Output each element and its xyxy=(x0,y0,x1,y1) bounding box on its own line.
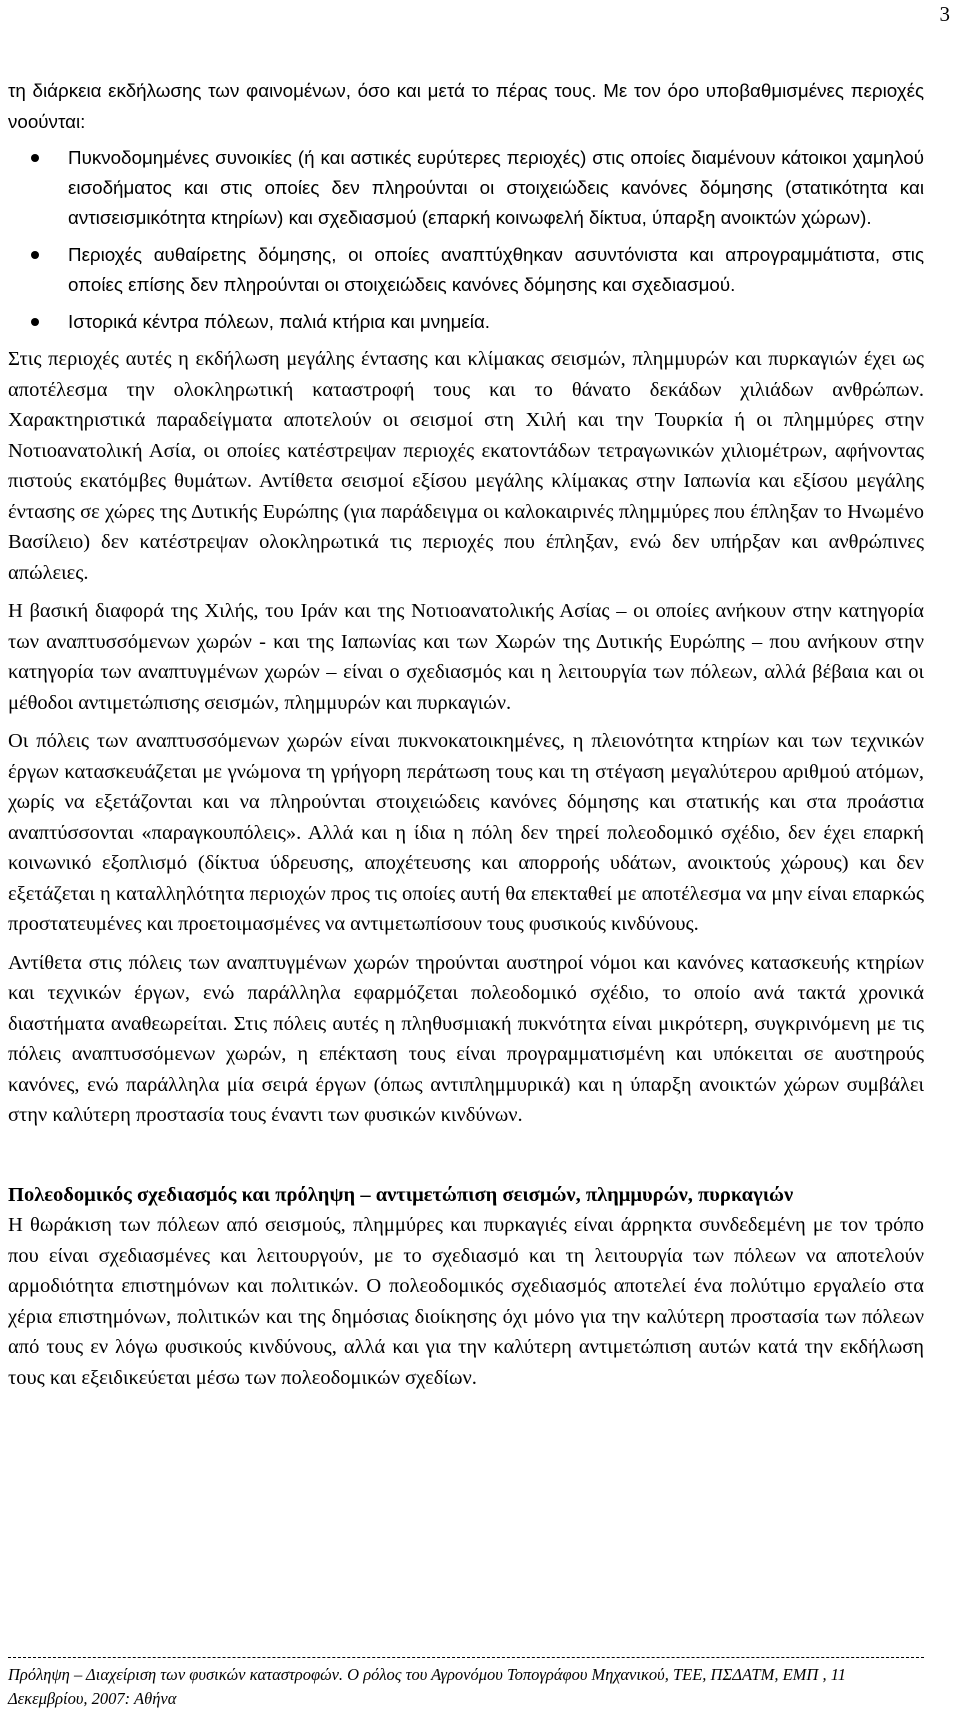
footer-divider xyxy=(8,1657,924,1658)
footer-line: Πρόληψη – Διαχείριση των φυσικών καταστροφών. Ο ρόλος του Αγρονόμου Τοπογράφου Μηχανικού, ΤΕΕ, ΠΣΔΑΤΜ, ΕΜΠ , 11 xyxy=(8,1665,846,1684)
paragraph: Οι πόλεις των αναπτυσσόμενων χωρών είναι πυκνοκατοικημένες, η πλειονότητα κτηρίων και των τεχνικών έργων κατασκευάζεται με γνώμονα τη γρήγορη περάτωση τους και τη στέγαση μεγαλύτερου αριθμού ατόμων, χωρίς να εξετάζονται και να πληρούνται στοιχειώδεις κανόνες δόμησης και στατικής και στα προάστια αναπτύσσονται «παραγκουπόλεις». Αλλά και η ίδια η πόλη δεν τηρεί πολεοδομικό σχέδιο, δεν έχει επαρκή κοινωνικό εξοπλισμό (δίκτυα ύδρευσης, αποχέτευσης και απορροής υδάτων, ανοικτούς χώρους) και δεν εξετάζεται η καταλληλότητα περιοχών προς τις οποίες αυτή θα επεκταθεί με αποτέλεσμα να μην είναι επαρκώς προστατευμένες και προετοιμασμένες να αντιμετωπίσουν τους φυσικούς κινδύνους. xyxy=(8,730,924,935)
list-item-text: Περιοχές αυθαίρετης δόμησης, οι οποίες αναπτύχθηκαν ασυντόνιστα και απρογραμμάτιστα, στις οποίες επίσης δεν πληρούνται οι στοιχειώδεις κανόνες δόμησης και σχεδιασμού. xyxy=(68,244,924,295)
paragraph: Αντίθετα στις πόλεις των αναπτυγμένων χωρών τηρούνται αυστηροί νόμοι και κανόνες κατασκευής κτηρίων και τεχνικών έργων, ενώ παράλληλα εφαρμόζεται πολεοδομικό σχέδιο, το οποίο ανά τακτά χρονικά διαστήματα αναθεωρείται. Στις πόλεις αυτές η πληθυσμιακή πυκνότητα είναι μικρότερη, συγκρινόμενη με τις πόλεις αναπτυσσόμενων χωρών, η επέκταση τους είναι προγραμματισμένη και υπόκειται σε αυστηρούς κανόνες, ενώ παράλληλα μία σειρά έργων (όπως αντιπλημμυρικά) και η ύπαρξη ανοικτών χώρων συμβάλει στην καλύτερη προστασία τους έναντι των φυσικών κινδύνων. xyxy=(8,951,924,1126)
section-body: Η θωράκιση των πόλεων από σεισμούς, πλημμύρες και πυρκαγιές είναι άρρηκτα συνδεδεμένη με τον τρόπο που είναι σχεδιασμένες και λειτουργούν, με το σχεδιασμό και τη λειτουργία των πόλεων να αποτελούν αρμοδιότητα επιστημόνων και πολιτικών. Ο πολεοδομικός σχεδιασμός αποτελεί ένα πολύτιμο εργαλείο στα χέρια επιστημόνων, πολιτικών και της δημόσιας διοίκησης όχι μόνο για την καλύτερη προστασία των πόλεων από τους εν λόγω φυσικούς κινδύνους, αλλά και για την καλύτερη αντιμετώπιση αυτών κατά την εκδήλωση τους και εξειδικεύεται μέσω των πολεοδομικών σχεδίων. xyxy=(8,1214,924,1389)
list-item-text: Πυκνοδομημένες συνοικίες (ή και αστικές ευρύτερες περιοχές) στις οποίες διαμένουν κάτοικοι χαμηλού εισοδήματος και στις οποίες δεν πληρούνται οι στοιχειώδεις κανόνες δόμησης (στατικότητα και αντισεισμικότητα κτηρίων) και σχεδιασμού (επαρκή κοινωφελή δίκτυα, ύπαρξη ανοικτών χώρων). xyxy=(68,147,924,228)
bullet-icon xyxy=(31,154,39,162)
intro-paragraph: τη διάρκεια εκδήλωσης των φαινομένων, όσο και μετά το πέρας τους. Με τον όρο υποβαθμισμένες περιοχές νοούνται: xyxy=(8,80,924,132)
list-item xyxy=(8,307,924,337)
bullet-icon xyxy=(31,318,39,326)
list-item xyxy=(8,143,924,233)
paragraph: Η βασική διαφορά της Χιλής, του Ιράν και της Νοτιοανατολικής Ασίας – οι οποίες ανήκουν στην κατηγορία των αναπτυσσόμενων χωρών - και της Ιαπωνίας και των Χωρών της Δυτικής Ευρώπης – που ανήκουν στην κατηγορία των αναπτυγμένων χωρών – είναι ο σχεδιασμός και η λειτουργία των πόλεων, αλλά βέβαια και οι μέθοδοι αντιμετώπισης σεισμών, πλημμυρών και πυρκαγιών. xyxy=(8,600,924,714)
page-number: 3 xyxy=(939,2,950,26)
bullet-icon xyxy=(31,251,39,259)
page-footer xyxy=(8,1657,924,1711)
section-heading: Πολεοδομικός σχεδιασμός και πρόληψη – αντιμετώπιση σεισμών, πλημμυρών, πυρκαγιών xyxy=(8,1183,794,1206)
list-item xyxy=(8,240,924,300)
paragraph: Στις περιοχές αυτές η εκδήλωση μεγάλης έντασης και κλίμακας σεισμών, πλημμυρών και πυρκαγιών έχει ως αποτέλεσμα την ολοκληρωτική καταστροφή τους και το θάνατο δεκάδων χιλιάδων ανθρώπων. Χαρακτηριστικά παραδείγματα αποτελούν οι σεισμοί στη Χιλή και την Τουρκία ή οι πλημμύρες στην Νοτιοανατολική Ασία, οι οποίες κατέστρεψαν περιοχές εκατοντάδων τετραγωνικών χιλιομέτρων, αφήνοντας πιστούς εκατόμβες θυμάτων. Αντίθετα σεισμοί εξίσου μεγάλης κλίμακας στην Ιαπωνία και εξίσου μεγάλης έντασης σε χώρες της Δυτικής Ευρώπης (για παράδειγμα οι καλοκαιρινές πλημμύρες που έπληξαν το Ηνωμένο Βασίλειο) δεν κατέστρεψαν ολοκληρωτικά τις περιοχές που έπληξαν, ενώ δεν υπήρξαν και ανθρώπινες απώλειες. xyxy=(8,348,924,584)
bullet-list xyxy=(8,143,924,337)
list-item-text: Ιστορικά κέντρα πόλεων, παλιά κτήρια και μνημεία. xyxy=(68,311,491,332)
document-body xyxy=(8,76,924,1393)
footer-line: Δεκεμβρίου, 2007: Αθήνα xyxy=(8,1689,177,1708)
